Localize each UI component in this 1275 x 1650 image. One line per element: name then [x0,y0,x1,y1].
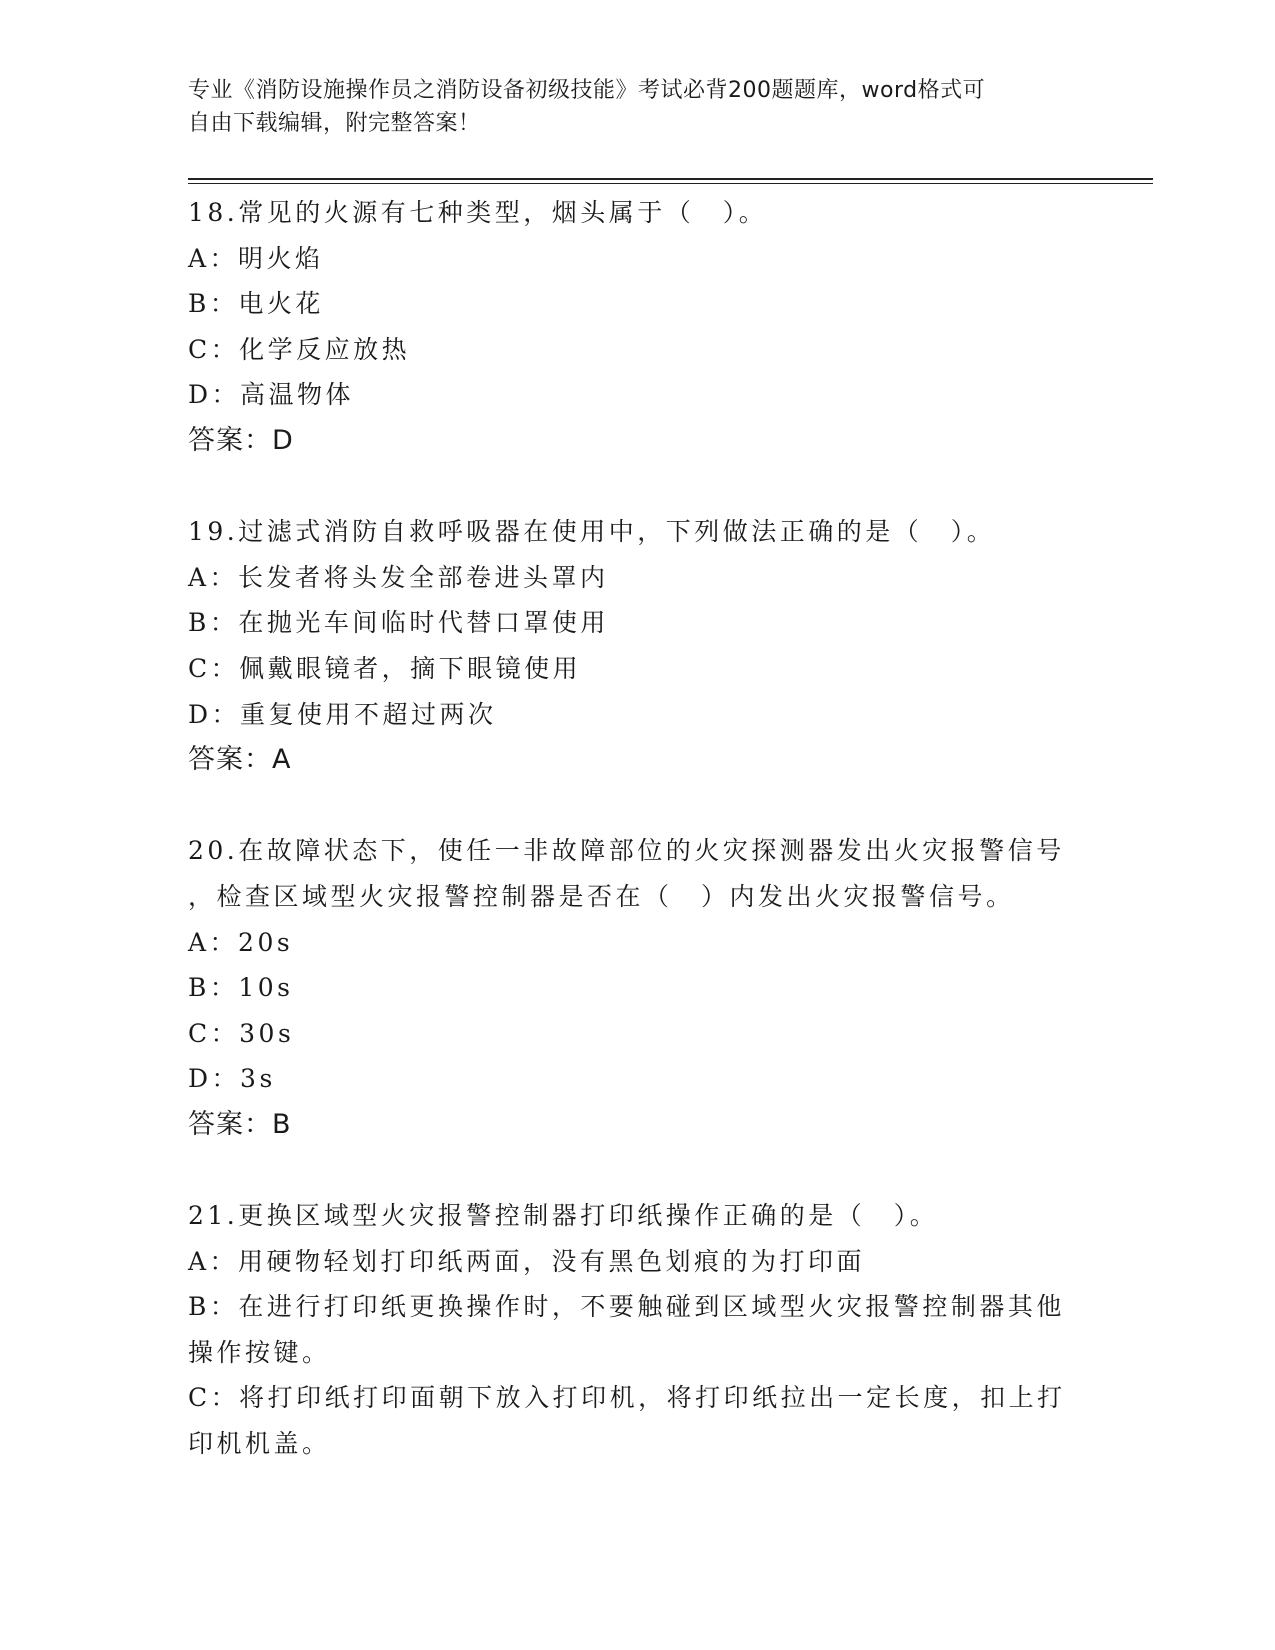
option-b-line-1: B：在进行打印纸更换操作时，不要触碰到区域型火灾报警控制器其他 [188,1292,1065,1322]
question-text: 21.更换区域型火灾报警控制器打印纸操作正确的是（ ）。 [188,1201,939,1231]
question-20 [188,828,1068,1147]
header-title-line-1: 专业《消防设施操作员之消防设备初级技能》考试必背200题题库，word格式可 [188,78,986,103]
question-text-line-2: ，检查区域型火灾报警控制器是否在（ ）内发出火灾报警信号。 [188,881,1015,911]
option-c: C：30s [188,1018,295,1048]
header-divider-thick [188,178,1153,180]
option-d: D：高温物体 [188,380,355,410]
option-b: B：电火花 [188,289,324,319]
spacer [188,1147,1068,1193]
question-text: 19.过滤式消防自救呼吸器在使用中，下列做法正确的是（ ）。 [188,517,996,547]
answer: 答案：A [188,744,292,776]
question-18 [188,190,1068,464]
option-c-line-1: C：将打印纸打印面朝下放入打印机，将打印纸拉出一定长度，扣上打 [188,1383,1066,1413]
option-a: A：用硬物轻划打印纸两面，没有黑色划痕的为打印面 [188,1246,866,1276]
option-a: A：长发者将头发全部卷进头罩内 [188,562,609,592]
question-19 [188,509,1068,783]
question-text-line-1: 20.在故障状态下，使任一非故障部位的火灾探测器发出火灾报警信号 [188,836,1065,866]
option-b-line-2: 操作按键。 [188,1337,331,1367]
question-21 [188,1193,1068,1467]
option-d: D：3s [188,1064,276,1094]
question-list [188,190,1068,1467]
answer: 答案：B [188,1108,292,1140]
option-c-line-2: 印机机盖。 [188,1429,331,1459]
question-text: 18.常见的火源有七种类型，烟头属于（ ）。 [188,198,768,227]
option-c: C：佩戴眼镜者，摘下眼镜使用 [188,653,582,683]
option-d: D：重复使用不超过两次 [188,699,497,729]
option-a: A：明火焰 [188,243,324,273]
option-c: C：化学反应放热 [188,334,411,364]
option-b: B：在抛光车间临时代替口罩使用 [188,608,609,638]
answer: 答案：D [188,424,294,456]
header-title-line-2: 自由下载编辑，附完整答案！ [188,111,481,136]
spacer [188,783,1068,829]
header-divider-thin [188,183,1153,184]
document-header [188,74,1068,140]
spacer [188,464,1068,510]
option-b: B：10s [188,973,294,1003]
option-a: A：20s [188,927,294,957]
